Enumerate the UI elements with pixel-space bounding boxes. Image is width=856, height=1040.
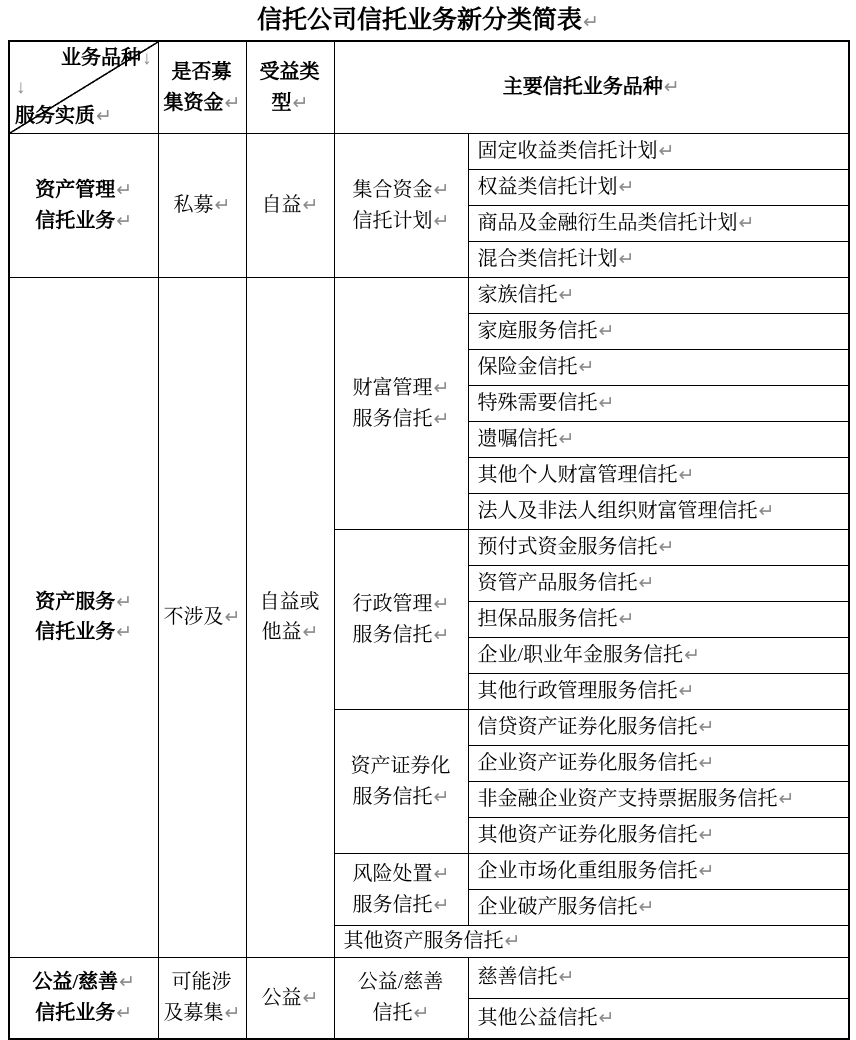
- cell-text: 信托业务: [35, 1001, 116, 1024]
- cell-line: [478, 208, 849, 239]
- item-cell: [468, 206, 849, 242]
- cell-text: 慈善信托: [477, 966, 558, 989]
- page-title: [0, 0, 856, 40]
- cell-line: [478, 604, 849, 635]
- header-fundraising: [158, 41, 246, 134]
- paragraph-mark: ↵: [558, 429, 575, 451]
- cell-line: [478, 532, 849, 563]
- paragraph-mark: ↵: [116, 591, 133, 613]
- cell-text: 可能涉: [171, 971, 232, 994]
- cell-line: [15, 102, 152, 131]
- paragraph-mark: [451, 756, 452, 777]
- paragraph-mark: [320, 592, 321, 613]
- paragraph-mark: ↵: [758, 501, 775, 523]
- paragraph-mark: ↵: [618, 609, 635, 631]
- cell-text: 遗嘱信托: [477, 428, 558, 451]
- item-cell: [468, 458, 849, 494]
- paragraph-mark: [232, 972, 233, 993]
- header-benefit-type: [246, 41, 334, 134]
- paragraph-mark: ↵: [504, 931, 521, 952]
- cell-text: 其他资产证券化服务信托: [477, 824, 698, 847]
- cell-text: 服务信托: [352, 785, 433, 808]
- cell-line: [247, 57, 334, 88]
- cell-text: 受益类: [259, 61, 320, 83]
- cell-line: [478, 856, 849, 887]
- paragraph-mark: ↵: [638, 897, 655, 919]
- cell-text: 服务信托: [352, 623, 433, 646]
- paragraph-mark: ↵: [116, 622, 133, 644]
- cell-line: [478, 316, 849, 347]
- cell-line: [478, 244, 849, 275]
- cell-text: 企业破产服务信托: [477, 896, 638, 919]
- cell-line: [335, 206, 468, 237]
- cell-line: [478, 352, 849, 383]
- cell-line: [478, 892, 849, 923]
- cell-text: 资产管理: [35, 179, 116, 201]
- cell-line: [335, 998, 468, 1029]
- item-cell: [468, 278, 849, 314]
- item-cell: [468, 818, 849, 854]
- item-cell: [468, 957, 849, 998]
- cell-text: 非金融企业资产支持票据服务信托: [477, 788, 778, 811]
- item-cell: [468, 530, 849, 566]
- cell-line: [335, 620, 468, 651]
- paragraph-mark: ↵: [116, 1002, 133, 1024]
- cell-line: [478, 748, 849, 779]
- paragraph-mark: ↵: [433, 864, 450, 885]
- item-cell: [468, 674, 849, 710]
- paragraph-mark: ↵: [116, 210, 133, 232]
- header-main-products: [334, 41, 849, 134]
- paragraph-mark: ↵: [598, 321, 615, 343]
- cell-line: [344, 926, 849, 957]
- cell-text: 型: [271, 91, 292, 114]
- cell-text: 主要信托业务品种: [502, 76, 663, 99]
- cell-text: 资管产品服务信托: [477, 572, 638, 595]
- cell-line: [478, 172, 849, 203]
- paragraph-mark: ↵: [433, 210, 450, 232]
- cell-text: 信托业务: [35, 621, 116, 644]
- cell-line: [478, 280, 849, 311]
- paragraph-mark: ↵: [433, 594, 450, 615]
- group-name-securitization: [334, 710, 468, 854]
- cell-line: [335, 782, 468, 813]
- item-cell: [468, 386, 849, 422]
- benefit-type-cell: [246, 957, 334, 1039]
- paragraph-mark: ↵: [558, 285, 575, 307]
- item-cell: [468, 602, 849, 638]
- cell-line: [335, 373, 468, 404]
- cell-line: [15, 44, 152, 73]
- item-cell: [468, 710, 849, 746]
- cell-line: [10, 967, 158, 998]
- item-cell: [468, 854, 849, 890]
- cell-line: [478, 424, 849, 455]
- paragraph-mark: ↵: [698, 825, 715, 847]
- cell-text: 信托计划: [352, 209, 433, 232]
- paragraph-mark: ↵: [292, 92, 309, 114]
- cell-text: 特殊需要信托: [477, 392, 598, 415]
- cell-line: [159, 602, 246, 633]
- group-name-collective-funds: [334, 134, 468, 278]
- cell-line: [10, 206, 158, 237]
- paragraph-mark: ↵: [214, 195, 231, 217]
- group-name-administrative: [334, 530, 468, 710]
- paragraph-mark: ↵: [663, 77, 680, 99]
- paragraph-mark: ↵: [638, 573, 655, 595]
- cell-line: [10, 175, 158, 206]
- paragraph-mark: ↵: [433, 624, 450, 646]
- section-name-charitable: [9, 957, 158, 1039]
- paragraph-mark: ↵: [698, 717, 715, 739]
- fundraising-cell: [158, 957, 246, 1039]
- cell-line: [478, 640, 849, 671]
- cell-line: [247, 587, 334, 618]
- cell-text: 公益/慈善: [357, 971, 444, 994]
- cell-text: 保险金信托: [477, 356, 578, 379]
- cell-line: [159, 998, 246, 1029]
- table-row: [9, 134, 849, 170]
- cell-line: [335, 72, 849, 103]
- cell-text: 服务实质: [15, 105, 95, 127]
- paragraph-mark: ↵: [598, 1008, 615, 1029]
- cell-line: [335, 967, 468, 998]
- paragraph-mark: ↵: [598, 393, 615, 415]
- cell-line: [335, 890, 468, 921]
- cell-text: 企业市场化重组服务信托: [477, 860, 698, 883]
- cell-line: [247, 88, 334, 119]
- paragraph-mark: ↵: [658, 537, 675, 559]
- cell-line: [478, 388, 849, 419]
- cell-text: 混合类信托计划: [477, 248, 618, 271]
- cell-line: [247, 617, 334, 648]
- cell-line: [478, 1003, 849, 1034]
- paragraph-mark: ↵: [738, 213, 755, 235]
- paragraph-mark: ↵: [433, 378, 450, 399]
- paragraph-mark: ↵: [96, 106, 112, 127]
- item-cell: [468, 350, 849, 386]
- cell-line: [15, 73, 152, 102]
- cell-line: [247, 983, 334, 1014]
- cell-text: 行政管理: [352, 593, 433, 615]
- cell-text: 商品及金融衍生品类信托计划: [477, 212, 738, 235]
- paragraph-mark: ↵: [678, 681, 695, 703]
- group-name-wealth-management: [334, 278, 468, 530]
- item-cell: [468, 566, 849, 602]
- cell-line: [335, 404, 468, 435]
- cell-text: 自益或: [259, 590, 320, 613]
- cell-line: [335, 859, 468, 890]
- paragraph-mark: ↵: [698, 753, 715, 775]
- cell-text: 企业资产证券化服务信托: [477, 752, 698, 775]
- paragraph-mark: ↵: [583, 12, 599, 33]
- cell-text: 信贷资产证券化服务信托: [477, 716, 698, 739]
- paragraph-mark: ↵: [578, 357, 595, 379]
- cell-text: 信托: [372, 1001, 413, 1024]
- cell-line: [159, 57, 246, 88]
- cell-text: 自益: [261, 194, 302, 217]
- benefit-type-cell: [246, 134, 334, 278]
- paragraph-mark: ↵: [413, 1002, 430, 1024]
- cell-text: 家族信托: [477, 284, 558, 307]
- cell-text: 集资金: [163, 91, 224, 114]
- cell-line: [478, 784, 849, 815]
- paragraph-mark: ↵: [778, 789, 795, 811]
- cell-line: [478, 676, 849, 707]
- paragraph-mark: [320, 62, 321, 83]
- paragraph-mark: ↵: [433, 408, 450, 430]
- cell-line: [478, 460, 849, 491]
- cell-text: 他益: [261, 621, 302, 644]
- cell-text: 其他行政管理服务信托: [477, 680, 678, 703]
- item-cell: [468, 134, 849, 170]
- item-cell: [468, 170, 849, 206]
- paragraph-mark: ↵: [224, 607, 241, 628]
- cell-line: [478, 136, 849, 167]
- cell-line: [335, 751, 468, 782]
- table-row: [9, 957, 849, 998]
- cell-text: 财富管理: [352, 377, 433, 399]
- item-cell: [468, 422, 849, 458]
- cell-text: 其他公益信托: [477, 1007, 598, 1029]
- line-break-mark: ↓: [142, 48, 152, 69]
- cell-text: 业务品种: [61, 47, 141, 69]
- cell-line: [478, 496, 849, 527]
- item-cell: [468, 890, 849, 926]
- cell-text: 服务信托: [352, 407, 433, 430]
- item-cell: [468, 746, 849, 782]
- cell-text: 服务信托: [352, 893, 433, 916]
- item-cell: [468, 638, 849, 674]
- cell-line: [10, 998, 158, 1029]
- item-cell-other-asset-service: [334, 926, 849, 958]
- cell-text: 是否募: [171, 61, 232, 83]
- section-name-asset-service: [9, 278, 158, 958]
- benefit-type-cell: [246, 278, 334, 958]
- paragraph-mark: ↵: [302, 195, 319, 217]
- group-name-charitable-trust: [334, 957, 468, 1039]
- cell-text: 私募: [173, 194, 214, 217]
- cell-text: 资产证券化: [350, 755, 451, 777]
- cell-line: [10, 617, 158, 648]
- group-name-risk-disposal: [334, 854, 468, 926]
- cell-line: [478, 820, 849, 851]
- cell-text: 固定收益类信托计划: [477, 140, 658, 163]
- paragraph-mark: ↵: [302, 622, 319, 644]
- cell-text: 不涉及: [163, 606, 224, 628]
- cell-text: 及募集: [163, 1001, 224, 1024]
- paragraph-mark: ↵: [618, 249, 635, 271]
- cell-text: 其他个人财富管理信托: [477, 464, 678, 487]
- cell-text: 资产服务: [35, 590, 116, 613]
- fundraising-cell: [158, 134, 246, 278]
- paragraph-mark: ↵: [433, 180, 450, 201]
- paragraph-mark: ↵: [119, 972, 135, 994]
- cell-text: 法人及非法人组织财富管理信托: [477, 500, 758, 523]
- cell-line: [159, 967, 246, 998]
- cell-line: [478, 568, 849, 599]
- cell-line: [159, 88, 246, 119]
- item-cell: [468, 242, 849, 278]
- item-cell: [468, 314, 849, 350]
- cell-line: [478, 712, 849, 743]
- cell-line: [10, 587, 158, 618]
- cell-line: [247, 190, 334, 221]
- paragraph-mark: ↵: [698, 861, 715, 883]
- cell-text: 风险处置: [352, 863, 433, 885]
- paragraph-mark: ↵: [224, 1002, 241, 1024]
- paragraph-mark: ↵: [433, 786, 450, 808]
- title-text: 信托公司信托业务新分类简表: [257, 6, 583, 34]
- cell-text: 预付式资金服务信托: [477, 536, 658, 559]
- cell-text: 公益: [261, 986, 302, 1009]
- table-header-row: [9, 41, 849, 134]
- paragraph-mark: ↵: [302, 987, 319, 1009]
- section-name-asset-management: [9, 134, 158, 278]
- cell-line: [159, 190, 246, 221]
- item-cell: [468, 782, 849, 818]
- cell-text: 担保品服务信托: [477, 608, 618, 631]
- paragraph-mark: ↵: [433, 894, 450, 916]
- cell-text: 信托业务: [35, 209, 116, 232]
- cell-line: [335, 589, 468, 620]
- classification-table: [8, 40, 850, 1040]
- paragraph-mark: ↵: [224, 92, 241, 114]
- line-break-mark: ↓: [16, 77, 26, 98]
- paragraph-mark: ↵: [116, 180, 133, 201]
- cell-text: 集合资金: [352, 179, 433, 201]
- cell-line: [478, 962, 849, 993]
- cell-text: 其他资产服务信托: [343, 930, 504, 952]
- paragraph-mark: ↵: [684, 645, 700, 667]
- corner-header-cell: [9, 41, 158, 134]
- cell-text: 权益类信托计划: [477, 176, 618, 199]
- cell-line: [335, 175, 468, 206]
- paragraph-mark: [232, 62, 233, 83]
- item-cell: [468, 494, 849, 530]
- paragraph-mark: ↵: [678, 465, 695, 487]
- table-row: [9, 278, 849, 314]
- paragraph-mark: ↵: [558, 967, 575, 989]
- paragraph-mark: [443, 972, 444, 993]
- cell-text: 家庭服务信托: [477, 320, 598, 343]
- item-cell: [468, 998, 849, 1039]
- fundraising-cell: [158, 278, 246, 958]
- paragraph-mark: ↵: [618, 177, 635, 199]
- paragraph-mark: ↵: [658, 141, 675, 163]
- cell-text: 公益/慈善: [32, 971, 119, 994]
- cell-text: 企业/职业年金服务信托: [477, 644, 684, 667]
